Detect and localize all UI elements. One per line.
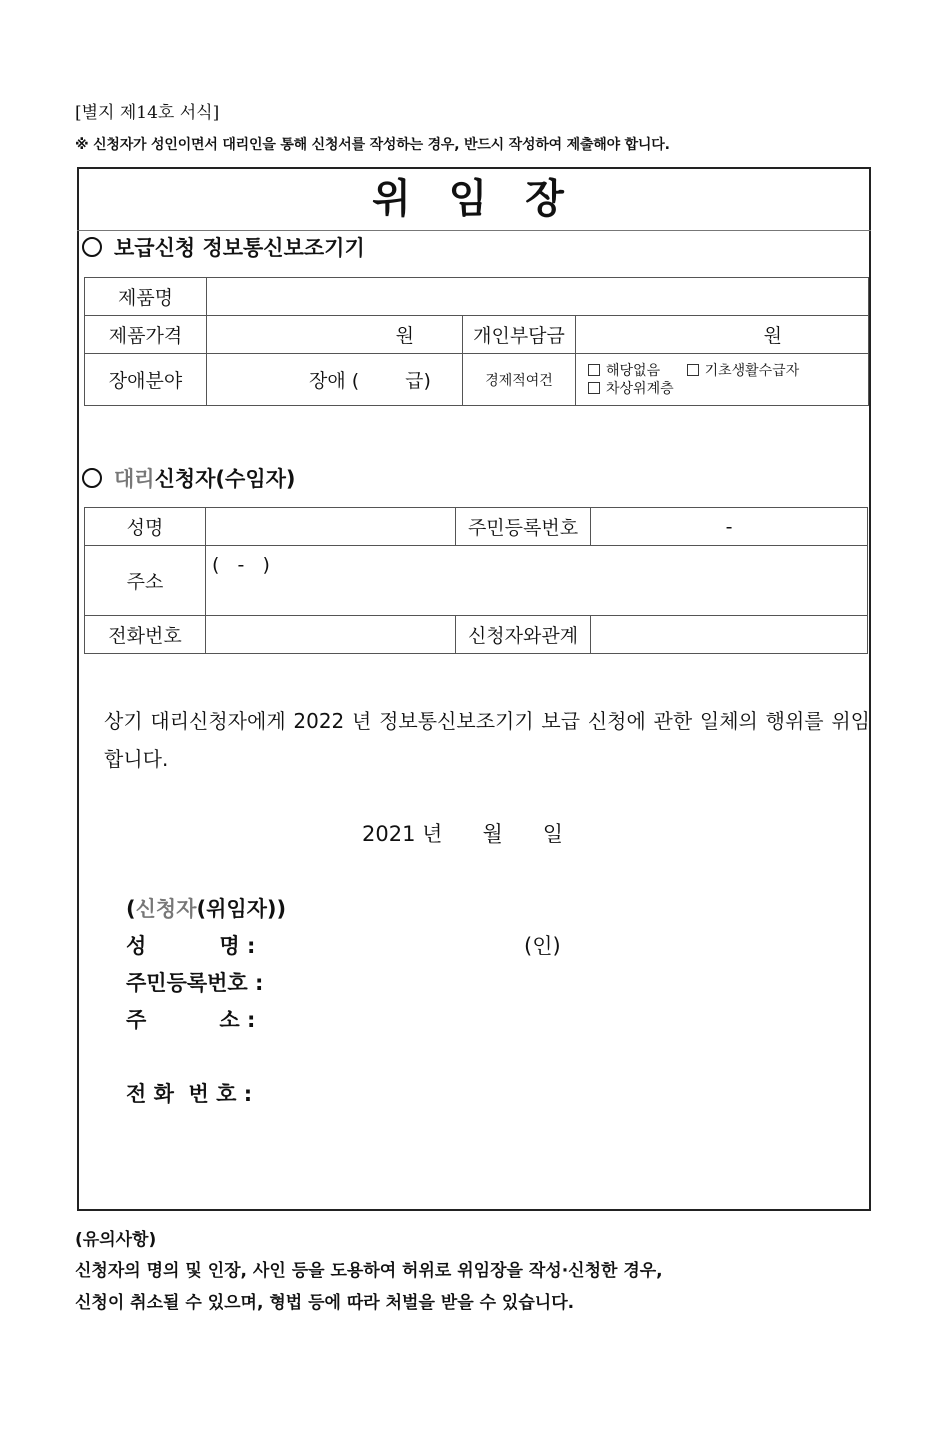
economic-status-options	[576, 354, 869, 406]
signer-address-label: 주 소 :	[126, 1008, 256, 1032]
proxy-rrn-label: 주민등록번호	[456, 508, 591, 546]
product-name-label: 제품명	[85, 278, 207, 316]
economic-status-label: 경제적여건	[463, 354, 576, 406]
proxy-rrn-field[interactable]: -	[591, 508, 868, 546]
section-device-heading: 보급신청 정보통신보조기기	[82, 232, 365, 262]
disability-label: 장애분야	[85, 354, 207, 406]
delegation-statement: 상기 대리신청자에게 2022 년 정보통신보조기기 보급 신청에 관한 일체의 행위를 위임합니다.	[104, 709, 870, 771]
submission-notice: ※ 신청자가 성인이면서 대리인을 통해 신청서를 작성하는 경우, 반드시 작성하여 제출해야 합니다.	[75, 137, 670, 153]
copay-label: 개인부담금	[463, 316, 576, 354]
econ-option-basic-livelihood[interactable]: 기초생활수급자	[687, 363, 800, 379]
copay-field[interactable]	[576, 316, 869, 354]
date-line: 2021 년 월 일	[362, 822, 564, 846]
copay-unit: 원	[763, 325, 783, 347]
disability-prefix: 장애 (	[309, 370, 360, 392]
caution-line-1: 신청자의 명의 및 인장, 사인 등을 도용하여 허위로 위임장을 작성·신청한 경우,	[75, 1261, 663, 1281]
checkbox-icon	[588, 364, 600, 376]
proxy-info-table	[84, 507, 868, 654]
checkbox-icon	[588, 382, 600, 394]
signer-name-label: 성 명 :	[126, 934, 256, 958]
econ-option-near-poverty[interactable]: 차상위계층	[588, 381, 674, 397]
proxy-phone-field[interactable]	[206, 616, 456, 654]
product-price-label: 제품가격	[85, 316, 207, 354]
proxy-phone-label: 전화번호	[85, 616, 206, 654]
product-price-field[interactable]	[207, 316, 463, 354]
proxy-address-label: 주소	[85, 546, 206, 616]
proxy-relation-label: 신청자와관계	[456, 616, 591, 654]
proxy-name-label: 성명	[85, 508, 206, 546]
proxy-relation-field[interactable]	[591, 616, 868, 654]
circle-bullet-icon	[82, 468, 102, 488]
disability-suffix: 급)	[405, 370, 431, 392]
form-code: [별지 제14호 서식]	[75, 103, 220, 123]
signer-rrn-label: 주민등록번호 :	[126, 971, 264, 995]
signer-heading: (신청자(위임자))	[126, 897, 287, 921]
caution-line-2: 신청이 취소될 수 있으며, 형법 등에 따라 처벌을 받을 수 있습니다.	[75, 1293, 575, 1313]
seal-mark: (인)	[524, 934, 561, 958]
proxy-name-field[interactable]	[206, 508, 456, 546]
checkbox-icon	[687, 364, 699, 376]
product-name-field[interactable]	[207, 278, 869, 316]
disability-grade-field[interactable]	[207, 354, 463, 406]
caution-title: (유의사항)	[75, 1230, 157, 1250]
proxy-address-field[interactable]: ( - )	[206, 546, 868, 616]
device-info-table	[84, 277, 869, 406]
section-proxy-heading: 대리신청자(수임자)	[82, 463, 296, 493]
signer-phone-label: 전 화 번 호 :	[126, 1082, 253, 1106]
document-title: 위 임 장	[77, 167, 871, 231]
price-unit: 원	[395, 325, 414, 347]
circle-bullet-icon	[82, 237, 102, 257]
econ-option-none[interactable]: 해당없음	[588, 363, 660, 379]
